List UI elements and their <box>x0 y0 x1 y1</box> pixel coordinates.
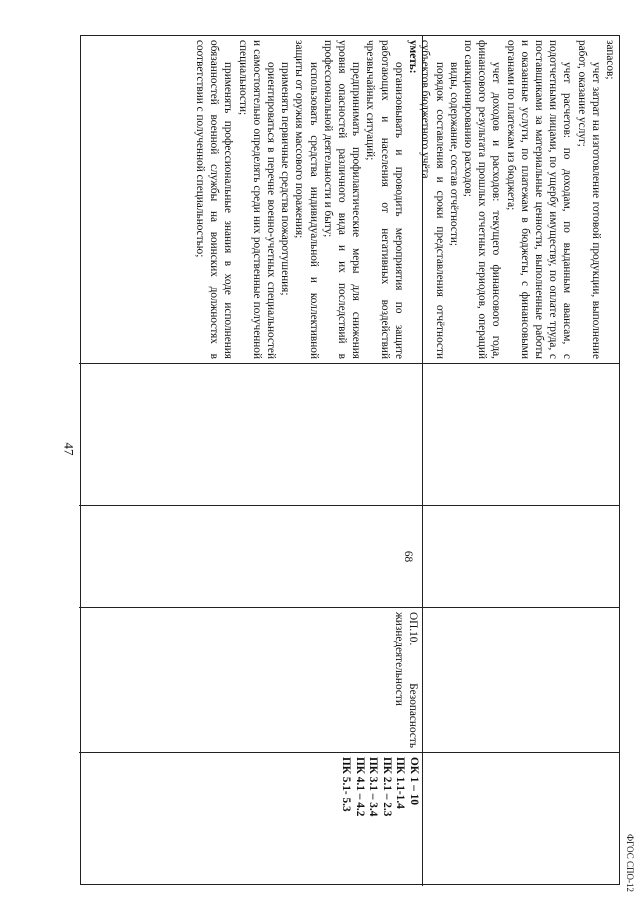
discipline-code: ОП.10. <box>407 612 419 646</box>
page-number: 47 <box>61 442 77 456</box>
competency-code: ПК 2.1 – 2.3 <box>381 757 393 817</box>
row1-discipline-cell <box>422 608 619 753</box>
row2-line: предпринимать профилактические меры для снижения уровня опасностей различного вида и их последствий в профессиональной деятельности и быту; <box>321 40 363 359</box>
competency-code: ПК 4.1 – 4.2 <box>354 757 366 817</box>
row1-competencies-cell <box>422 753 619 886</box>
row1-line: запасов; <box>604 40 616 80</box>
row1-description-cell <box>419 36 619 364</box>
row1-line: виды, содержание, состав отчётности; <box>447 62 460 247</box>
row1-hours-cell <box>422 506 619 608</box>
competency-code: ОК 1 – 10 <box>408 757 420 806</box>
row2-description-cell <box>79 36 422 364</box>
footer-stamp: ФГОС СПО-12 <box>624 834 635 892</box>
row1-line: учет затрат на изготовление готовой продукции, выполнение работ, оказание услуг; <box>575 40 602 359</box>
competency-code: ПК 3.1 – 3.4 <box>367 757 380 817</box>
competency-code: ПК 1.1-1.4 <box>394 757 407 809</box>
discipline-name-part1: Безопасность <box>407 683 419 748</box>
discipline-cell <box>79 608 422 753</box>
row1-line: порядок составления и сроки представления отчётности субъектов бюджетного учёта <box>419 40 446 359</box>
hours-value: 68 <box>79 506 422 608</box>
curriculum-table <box>80 35 620 885</box>
row2-line: организовывать и проводить мероприятия по защите работающих и населения от негативных воздействий чрезвычайных ситуаций; <box>364 40 405 359</box>
row1-empty-cell-2 <box>422 364 619 506</box>
competencies-cell <box>79 753 422 886</box>
row2-empty-cell-2 <box>79 364 422 506</box>
row2-line: применять профессиональные знания в ходе исполнения обязанностей военной службы на воинских должностях в соответствии с полученной специальностью; <box>193 40 235 359</box>
row1-line: учет расчетов: по доходам, по выданным авансам, с подотчетными лицами, по ущербу имуществу, по оплате труда, с поставщиками за материальные ценности, выполненные работы и оказанные услуги, по платежам в бюджеты, с финансовыми органами по платежам из бюджета; <box>504 40 574 359</box>
skills-heading: уметь: <box>407 40 419 74</box>
competency-code: ПК 5.1- 5.3 <box>340 757 353 812</box>
row1-line: учет доходов и расходов: текущего финансового года, финансового результата прошлых отчетных периодов, операций по санкционированию расходов; <box>461 40 503 359</box>
row2-line: ориентироваться в перечне военно-учетных специальностей и самостоятельно определять среди них родственные полученной специальности; <box>236 40 277 359</box>
row2-line: применять первичные средства пожаротушения; <box>279 62 292 296</box>
row2-line: использовать средства индивидуальной и коллективной защиты от оружия массового поражения; <box>293 40 320 359</box>
rotated-page <box>80 35 620 885</box>
discipline-name-part2: жизнедеятельности <box>392 612 405 706</box>
